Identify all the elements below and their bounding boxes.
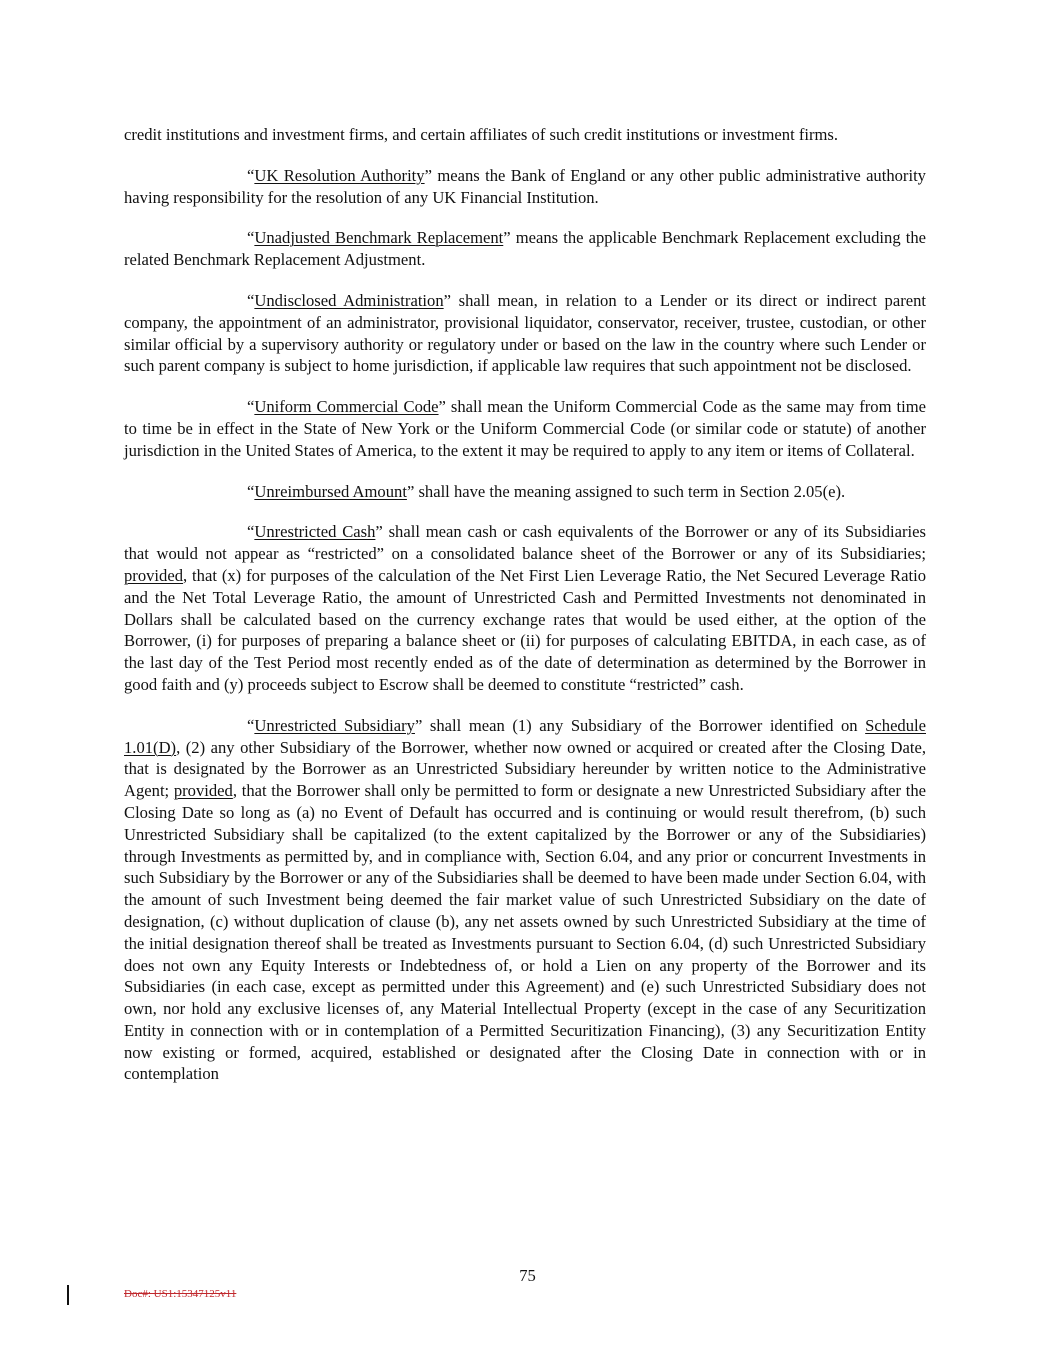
defined-term: Schedule 1.01(D) (124, 715, 926, 757)
definition-paragraph-uniform-commercial-code (124, 396, 926, 461)
paragraph-text: ” shall mean, in relation to a Lender or its direct or indirect parent company, the appointment of an administrator, provisional liquidator, conservator, receiver, trustee, custodian, or other similar official by a supervisory authority or regulatory under or based on the law in the country where such Lender or such parent company is subject to home jurisdiction, if applicable law requires that such appointment not be disclosed. (124, 290, 926, 376)
paragraph-text: “ (247, 481, 255, 501)
change-bar (67, 1285, 69, 1305)
defined-term: Unadjusted Benchmark Replacement (254, 228, 504, 248)
defined-term: Unreimbursed Amount (254, 481, 407, 501)
definition-paragraph-unadjusted-benchmark-replacement (124, 227, 926, 271)
defined-term: provided (173, 781, 233, 801)
paragraph-text: ” shall mean the Uniform Commercial Code as the same may from time to time be in effect in the State of New York or the Uniform Commercial Code (or similar code or statute) of another jurisdiction in the United States of America, to the extent it may be required to apply to any item or items of Collateral. (124, 397, 926, 460)
defined-term: provided (124, 565, 183, 585)
defined-term: Unrestricted Cash (254, 522, 376, 542)
defined-term: Uniform Commercial Code (254, 397, 439, 417)
definition-paragraph-p0 (124, 124, 926, 146)
paragraph-text: ” shall have the meaning assigned to such term in Section 2.05(e). (406, 481, 846, 501)
document-id: Doc#: US1:15347125v11 (124, 1288, 237, 1300)
paragraph-text: credit institutions and investment firms, and certain affiliates of such credit institutions or investment firms. (124, 125, 839, 144)
paragraph-text: , that the Borrower shall only be permitted to form or designate a new Unrestricted Subsidiary after the Closing Date so long as (a) no Event of Default has occurred and is continuing or would result therefrom, (b) such Unrestricted Subsidiary shall be capitalized (to the extent capitalized by the Borrower or any of the Subsidiaries) through Investments as permitted by, and in compliance with, Section 6.04, and any prior or concurrent Investments in such Subsidiary by the Borrower or any of the Subsidiaries shall be deemed to have been made under Section 6.04, with the amount of such Investment being deemed the fair market value of such Unrestricted Subsidiary on the date of designation, (c) without duplication of clause (b), any net assets owned by such Unrestricted Subsidiary at the time of the initial designation thereof shall be treated as Investments pursuant to Section 6.04, (d) such Unrestricted Subsidiary does not own any Equity Interests or Indebtedness of, or hold a Lien on any property of the Borrower and its Subsidiaries (in each case, except as permitted under this Agreement) and (e) such Unrestricted Subsidiary does not own, nor hold any exclusive licenses of, any Material Intellectual Property (except in the case of any Securitization Entity in connection with or in contemplation of a Permitted Securitization Financing), (3) any Securitization Entity now existing or formed, acquired, established or designated after the Closing Date in connection with or in contemplation (124, 781, 926, 1084)
page-number: 75 (519, 1266, 536, 1285)
paragraph-text: “ (247, 397, 255, 417)
paragraph-text: “ (247, 165, 255, 185)
defined-term: UK Resolution Authority (254, 165, 425, 185)
document-body (124, 124, 926, 1104)
paragraph-text: , (2) any other Subsidiary of the Borrower, whether now owned or acquired or created after the Closing Date, that is designated by the Borrower as an Unrestricted Subsidiary hereunder by written notice to the Administrative Agent; (124, 737, 926, 801)
definition-paragraph-undisclosed-administration (124, 290, 926, 377)
defined-term: Unrestricted Subsidiary (254, 715, 415, 735)
paragraph-text: ” means the Bank of England or any other public administrative authority having responsibility for the resolution of any UK Financial Institution. (124, 165, 926, 207)
paragraph-text: ” means the applicable Benchmark Replacement excluding the related Benchmark Replacement Adjustment. (124, 228, 926, 270)
definition-paragraph-unrestricted-cash (124, 521, 926, 695)
definition-paragraph-unrestricted-subsidiary (124, 715, 926, 1086)
defined-term: Undisclosed Administration (254, 290, 444, 310)
paragraph-text: “ (247, 715, 255, 735)
paragraph-text: “ (247, 290, 255, 310)
paragraph-text: , that (x) for purposes of the calculation of the Net First Lien Leverage Ratio, the Net Secured Leverage Ratio and the Net Total Leverage Ratio, the amount of Unrestricted Cash and Permitted Investments not denominated in Dollars shall be calculated based on the currency exchange rates that would be used either, at the option of the Borrower, (i) for purposes of preparing a balance sheet or (ii) for purposes of calculating EBITDA, in each case, as of the last day of the Test Period most recently ended as of the date of determination as determined by the Borrower in good faith and (y) proceeds subject to Escrow shall be deemed to constitute “restricted” cash. (124, 565, 926, 694)
definition-paragraph-unreimbursed-amount (124, 481, 926, 503)
paragraph-text: ” shall mean cash or cash equivalents of the Borrower or any of its Subsidiaries that would not appear as “restricted” on a consolidated balance sheet of the Borrower or any of its Subsidiaries; (124, 522, 926, 564)
paragraph-text: ” shall mean (1) any Subsidiary of the Borrower identified on (414, 715, 866, 735)
paragraph-text: “ (247, 228, 255, 248)
paragraph-text: “ (247, 522, 255, 542)
definition-paragraph-uk-resolution-authority (124, 165, 926, 209)
